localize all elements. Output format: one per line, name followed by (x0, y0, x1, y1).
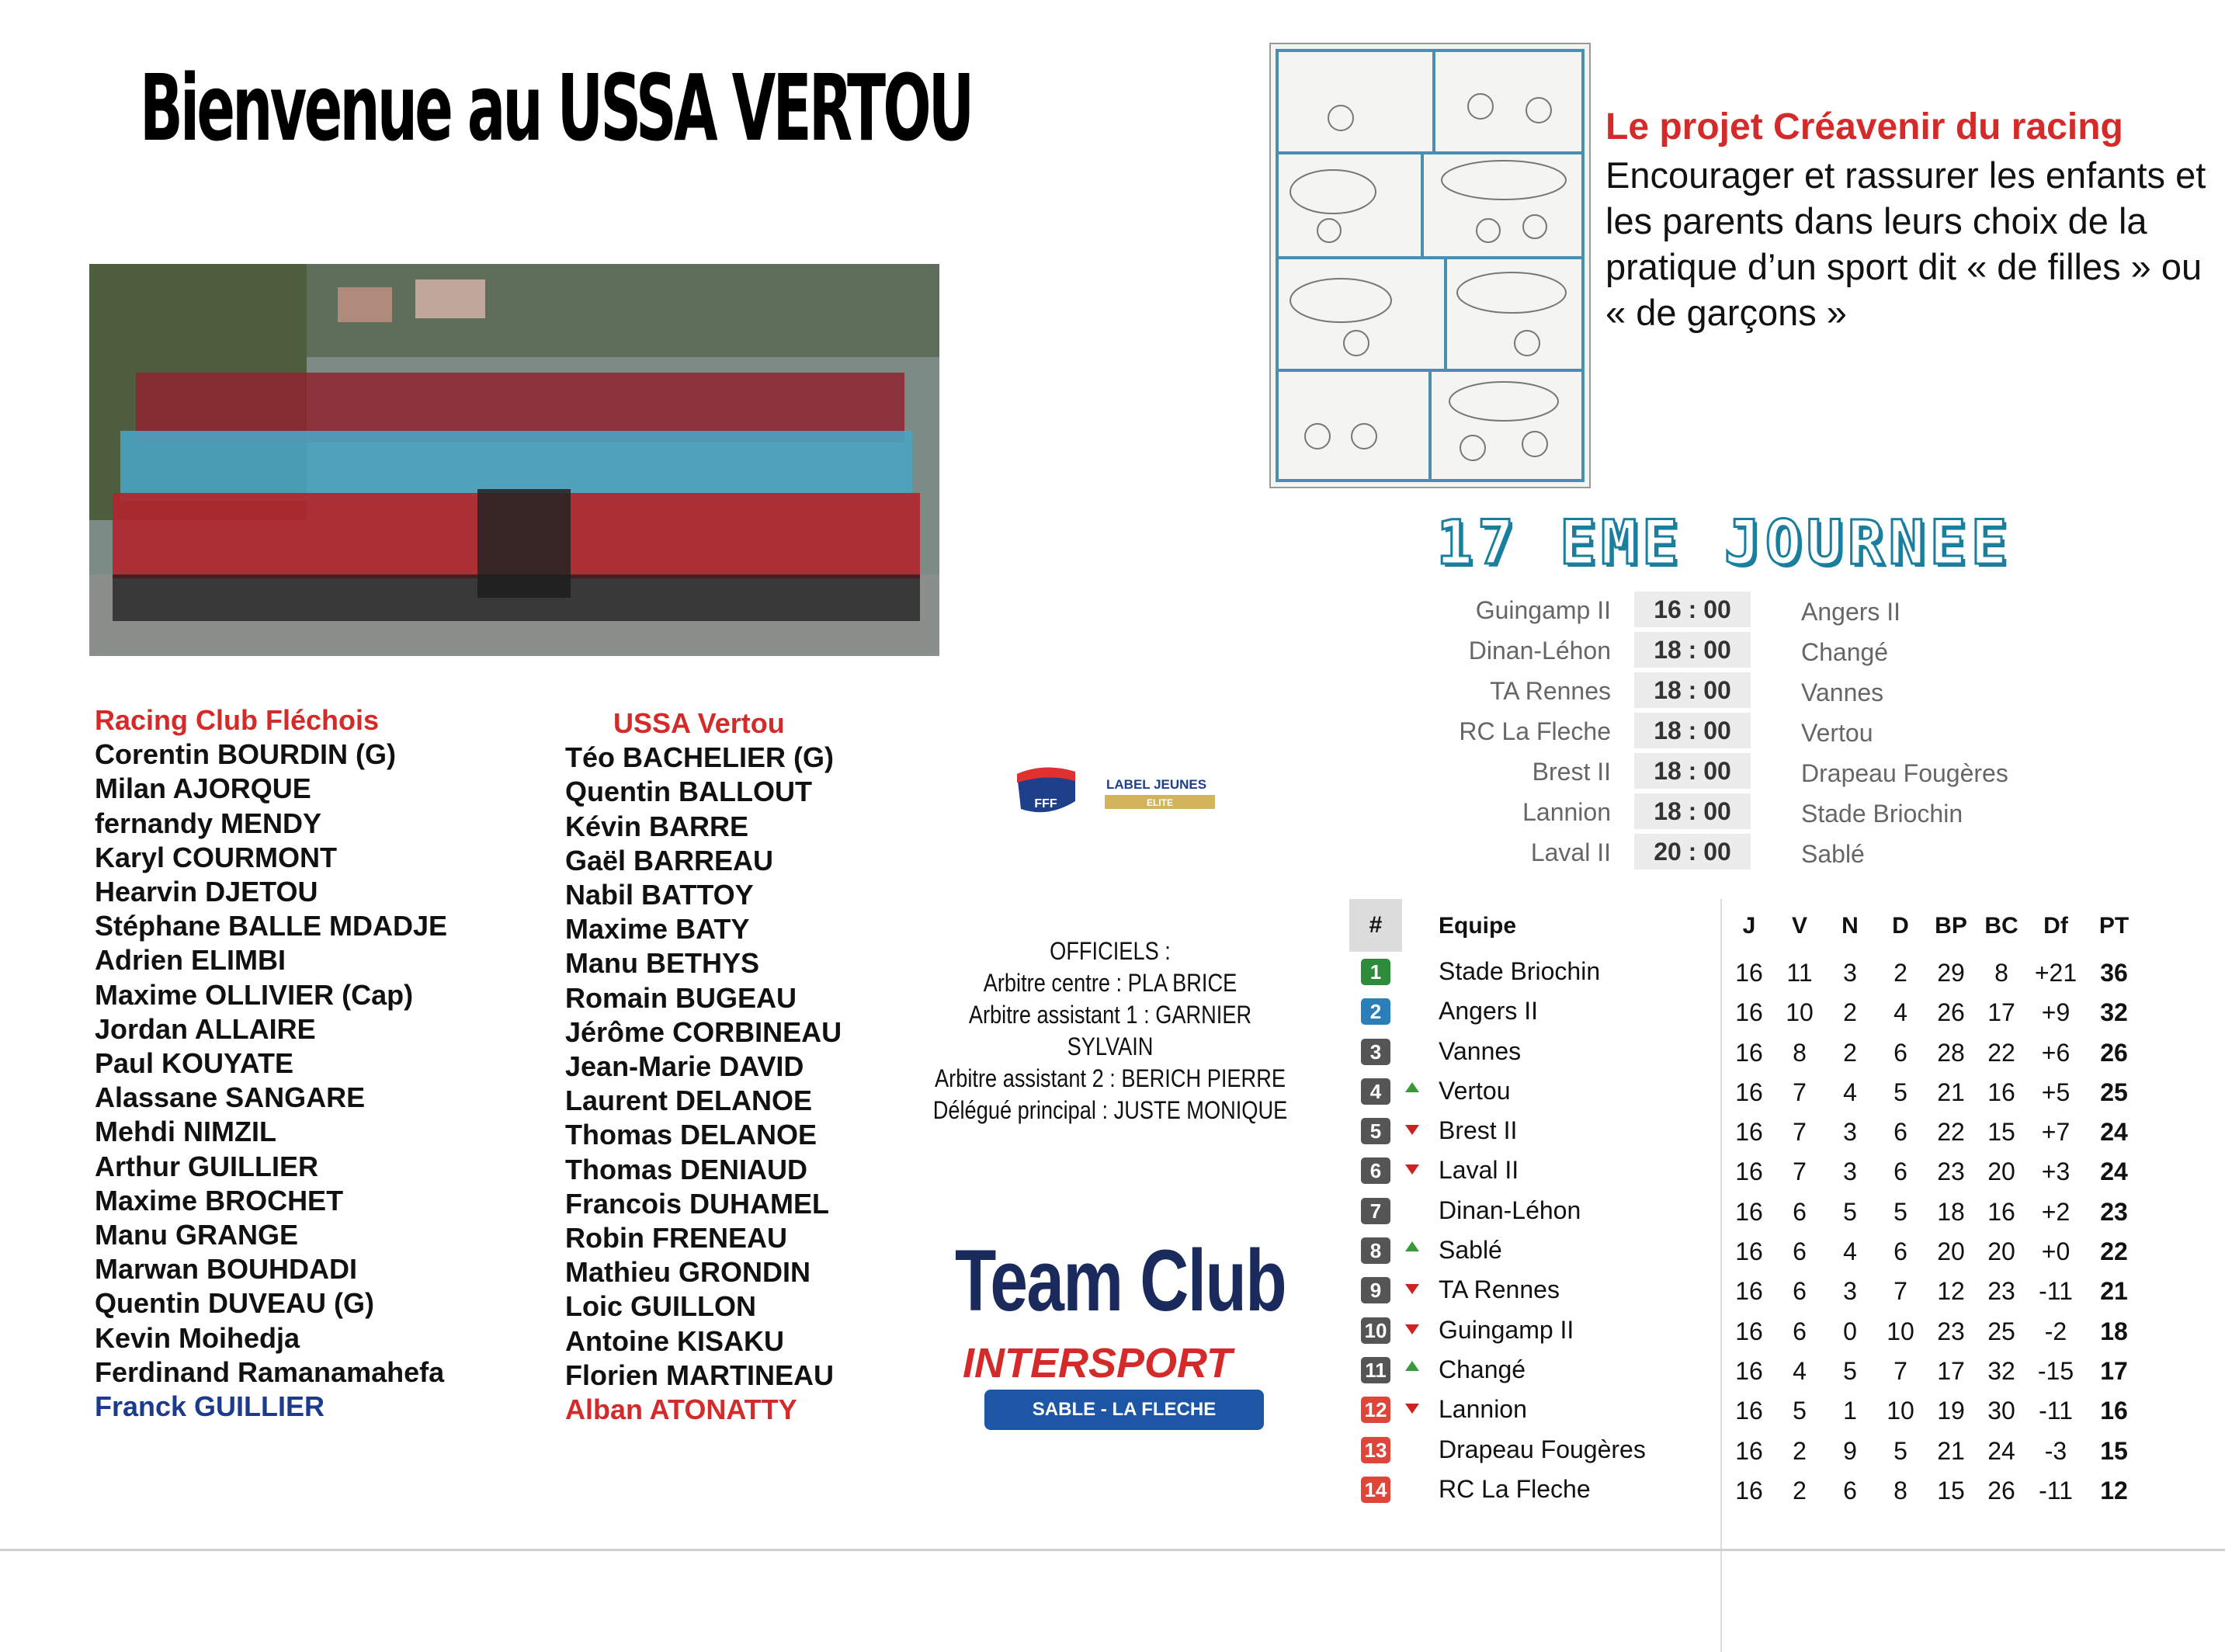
stat-d: 6 (1894, 1038, 1907, 1067)
standings-row (1349, 952, 2203, 991)
rank-badge: 6 (1361, 1157, 1390, 1184)
stat-pt: 25 (2100, 1078, 2128, 1106)
roster-ussa (565, 706, 842, 1427)
stat-n: 3 (1843, 1277, 1857, 1306)
sponsor-location: SABLE - LA FLECHE (984, 1390, 1264, 1430)
header-d: D (1892, 913, 1909, 939)
rank-badge: 3 (1361, 1039, 1390, 1065)
standings-row (1349, 1350, 2203, 1390)
stat-d: 7 (1894, 1356, 1907, 1385)
label-jeunes-logo (1013, 762, 1246, 821)
fixture-row (1444, 711, 2065, 751)
stat-df: +6 (2041, 1038, 2071, 1067)
team-name: Dinan-Léhon (1439, 1196, 1581, 1224)
page-title: Bienvenue au USSA VERTOU (140, 54, 972, 161)
standings-row (1349, 1310, 2203, 1350)
trend-up-icon (1405, 1361, 1419, 1371)
rank-badge: 12 (1361, 1397, 1390, 1423)
rank-badge: 14 (1361, 1477, 1390, 1503)
comic-illustration (1269, 43, 1591, 488)
stat-j: 16 (1735, 1317, 1763, 1345)
fixture-home: Lannion (1522, 798, 1611, 826)
stat-d: 2 (1894, 959, 1907, 987)
officials-block (925, 935, 1295, 1126)
player-name: Stéphane BALLE MDADJE (95, 910, 448, 942)
standings-row (1349, 1191, 2203, 1230)
rank-badge: 2 (1361, 998, 1390, 1025)
standings-header (1349, 899, 2203, 952)
stat-j: 16 (1735, 959, 1763, 987)
player-name: Quentin DUVEAU (G) (95, 1287, 374, 1320)
stat-n: 5 (1843, 1356, 1857, 1385)
stat-n: 3 (1843, 1157, 1857, 1186)
player-name: Karyl COURMONT (95, 841, 338, 873)
fixture-time: 18 : 00 (1634, 713, 1751, 748)
stat-d: 5 (1894, 1436, 1907, 1465)
sponsor-name: Team Club (955, 1232, 1286, 1329)
stat-bp: 19 (1937, 1397, 1965, 1425)
player-name: Jean-Marie DAVID (565, 1050, 804, 1083)
stat-bc: 23 (1987, 1277, 2015, 1306)
stat-df: +5 (2041, 1078, 2071, 1106)
stat-d: 7 (1894, 1277, 1907, 1306)
player-name: Maxime BATY (565, 913, 750, 946)
player-name: fernandy MENDY (95, 807, 322, 839)
player-name: Mehdi NIMZIL (95, 1116, 276, 1148)
stat-v: 2 (1793, 1476, 1807, 1504)
player-name: Marwan BOUHDADI (95, 1253, 358, 1286)
stat-d: 6 (1894, 1157, 1907, 1186)
stat-bc: 25 (1987, 1317, 2015, 1345)
project-description: Encourager et rassurer les enfants et les parents dans leurs choix de la pratique d’un sport dit « de filles » ou « de garçons » (1605, 154, 2206, 333)
stat-v: 4 (1793, 1356, 1807, 1385)
official-line: Arbitre assistant 2 : BERICH PIERRE (935, 1064, 1286, 1092)
player-name: Maxime BROCHET (95, 1184, 344, 1216)
stat-bc: 20 (1987, 1237, 2015, 1266)
fixture-row (1444, 671, 2065, 711)
player-name: Thomas DELANOE (565, 1119, 817, 1151)
stat-pt: 18 (2100, 1317, 2128, 1345)
officials-heading: OFFICIELS : (1050, 937, 1171, 965)
trend-down-icon (1405, 1164, 1419, 1175)
player-name: Gaël BARREAU (565, 844, 774, 876)
official-line: Délégué principal : JUSTE MONIQUE (932, 1096, 1288, 1124)
standings-row (1349, 991, 2203, 1031)
fixture-home: Laval II (1530, 838, 1611, 866)
stat-df: -2 (2044, 1317, 2067, 1345)
stat-pt: 15 (2100, 1436, 2128, 1465)
stat-bc: 16 (1987, 1078, 2015, 1106)
stat-n: 9 (1843, 1436, 1857, 1465)
stat-bp: 15 (1937, 1476, 1965, 1504)
fixture-home: RC La Fleche (1459, 717, 1611, 745)
fixture-row (1444, 590, 2065, 630)
stat-j: 16 (1735, 1118, 1763, 1147)
player-name: Quentin BALLOUT (565, 776, 812, 808)
fixture-time: 18 : 00 (1634, 793, 1751, 829)
stat-pt: 36 (2100, 959, 2128, 987)
stat-bc: 32 (1987, 1356, 2015, 1385)
standings-row (1349, 1470, 2203, 1509)
fixture-away: Changé (1801, 638, 1889, 666)
stat-v: 7 (1793, 1157, 1807, 1186)
stat-d: 5 (1894, 1197, 1907, 1226)
stat-n: 5 (1843, 1197, 1857, 1226)
player-name: Laurent DELANOE (565, 1085, 813, 1117)
stat-pt: 24 (2100, 1157, 2128, 1186)
stat-v: 6 (1793, 1317, 1807, 1345)
stat-bp: 28 (1937, 1038, 1965, 1067)
trend-up-icon (1405, 1241, 1419, 1251)
fixture-time: 18 : 00 (1634, 632, 1751, 668)
stat-v: 6 (1793, 1237, 1807, 1266)
stat-df: +7 (2041, 1118, 2071, 1147)
header-df: Df (2043, 913, 2068, 939)
fixture-home: Dinan-Léhon (1468, 637, 1611, 665)
rank-badge: 9 (1361, 1277, 1390, 1303)
stat-d: 6 (1894, 1237, 1907, 1266)
label-line2: ELITE (1146, 797, 1174, 808)
fixture-home: Brest II (1532, 758, 1611, 786)
player-name: Antoine KISAKU (565, 1324, 784, 1357)
rank-badge: 4 (1361, 1078, 1390, 1105)
team-name: Changé (1439, 1355, 1526, 1383)
stat-bp: 20 (1937, 1237, 1965, 1266)
standings-row (1349, 1111, 2203, 1150)
stat-d: 10 (1887, 1397, 1914, 1425)
player-name: Robin FRENEAU (565, 1222, 787, 1255)
official-line: Arbitre assistant 1 : GARNIER SYLVAIN (968, 1001, 1252, 1060)
stat-bc: 24 (1987, 1436, 2015, 1465)
fixture-row (1444, 832, 2065, 873)
stat-d: 8 (1894, 1476, 1907, 1504)
stat-n: 2 (1843, 1038, 1857, 1067)
player-name: Romain BUGEAU (565, 981, 797, 1014)
team-name: TA Rennes (1439, 1275, 1560, 1304)
fixture-row (1444, 751, 2065, 792)
header-v: V (1791, 913, 1807, 939)
journee-title: 17 EME JOURNEE (1436, 508, 2012, 578)
standings-row (1349, 1150, 2203, 1190)
rank-badge: 5 (1361, 1118, 1390, 1144)
stat-bc: 20 (1987, 1157, 2015, 1186)
player-name: Corentin BOURDIN (G) (95, 738, 396, 771)
stat-bp: 29 (1937, 959, 1965, 987)
stat-j: 16 (1735, 1277, 1763, 1306)
header-rank: # (1349, 899, 1402, 952)
stat-v: 8 (1793, 1038, 1807, 1067)
player-name: Jordan ALLAIRE (95, 1012, 316, 1045)
stat-df: -15 (2037, 1356, 2074, 1385)
stat-d: 10 (1887, 1317, 1914, 1345)
team-name: Lannion (1439, 1395, 1527, 1424)
stat-df: -11 (2039, 1277, 2073, 1306)
stat-n: 0 (1843, 1317, 1857, 1345)
stat-pt: 12 (2100, 1476, 2128, 1504)
stat-n: 4 (1843, 1078, 1857, 1106)
stat-df: -3 (2044, 1436, 2067, 1465)
header-bc: BC (1984, 913, 2018, 939)
official-line: Arbitre centre : PLA BRICE (983, 969, 1237, 997)
stat-v: 5 (1793, 1397, 1807, 1425)
player-name: Milan AJORQUE (95, 772, 311, 805)
stat-pt: 32 (2100, 998, 2128, 1027)
trend-down-icon (1405, 1125, 1419, 1135)
player-name: Thomas DENIAUD (565, 1153, 808, 1185)
stat-v: 7 (1793, 1078, 1807, 1106)
standings-row (1349, 1390, 2203, 1429)
roster-rcf (95, 703, 447, 1424)
stat-pt: 16 (2100, 1397, 2128, 1425)
stat-j: 16 (1735, 1197, 1763, 1226)
standings-table (1349, 899, 2203, 1509)
stat-pt: 21 (2100, 1277, 2128, 1306)
stat-bp: 23 (1937, 1317, 1965, 1345)
player-name: Francois DUHAMEL (565, 1187, 830, 1220)
stat-pt: 24 (2100, 1118, 2128, 1147)
stat-j: 16 (1735, 1356, 1763, 1385)
stat-j: 16 (1735, 998, 1763, 1027)
stat-j: 16 (1735, 1476, 1763, 1504)
stat-bp: 18 (1937, 1197, 1965, 1226)
trend-down-icon (1405, 1324, 1419, 1334)
stat-df: -11 (2039, 1397, 2073, 1425)
team-name: Sablé (1439, 1236, 1502, 1265)
fff-text: FFF (1034, 797, 1057, 810)
player-name: Florien MARTINEAU (565, 1359, 834, 1391)
rank-badge: 7 (1361, 1198, 1390, 1224)
player-name: Jérôme CORBINEAU (565, 1015, 842, 1048)
stat-v: 6 (1793, 1277, 1807, 1306)
trend-up-icon (1405, 1082, 1419, 1092)
player-name: Téo BACHELIER (G) (565, 741, 834, 774)
fixture-row (1444, 630, 2065, 671)
stat-j: 16 (1735, 1397, 1763, 1425)
stat-bp: 26 (1937, 998, 1965, 1027)
standings-row (1349, 1230, 2203, 1270)
coach-name: Franck GUILLIER (95, 1390, 325, 1423)
player-name: Maxime OLLIVIER (Cap) (95, 978, 414, 1011)
stat-bc: 15 (1987, 1118, 2015, 1147)
player-name: Adrien ELIMBI (95, 944, 286, 977)
player-name: Manu GRANGE (95, 1219, 299, 1251)
header-pt: PT (2098, 913, 2130, 939)
stat-df: +9 (2041, 998, 2071, 1027)
stat-df: +3 (2041, 1157, 2071, 1186)
player-name: Paul KOUYATE (95, 1047, 294, 1080)
fixture-away: Drapeau Fougères (1801, 759, 2008, 787)
stat-bc: 22 (1987, 1038, 2015, 1067)
player-name: Loic GUILLON (565, 1290, 756, 1323)
fixture-away: Vertou (1801, 719, 1873, 747)
stat-n: 3 (1843, 1118, 1857, 1147)
stat-v: 11 (1786, 959, 1813, 987)
player-name: Kévin BARRE (565, 810, 749, 842)
sponsor-brand: INTERSPORT (963, 1340, 1233, 1386)
team-name: Laval II (1439, 1156, 1519, 1185)
stat-pt: 17 (2100, 1356, 2128, 1385)
roster-title: USSA Vertou (613, 707, 785, 739)
team-name: Angers II (1439, 997, 1539, 1026)
stat-n: 4 (1843, 1237, 1857, 1266)
fixture-time: 20 : 00 (1634, 834, 1751, 869)
header-j: J (1742, 913, 1756, 939)
stat-v: 7 (1793, 1118, 1807, 1147)
team-name: Vannes (1439, 1036, 1522, 1065)
standings-row (1349, 1270, 2203, 1310)
fixture-time: 18 : 00 (1634, 672, 1751, 708)
stat-bp: 22 (1937, 1118, 1965, 1147)
header-team: Equipe (1439, 913, 1517, 939)
stat-bp: 17 (1937, 1356, 1965, 1385)
team-name: Brest II (1439, 1116, 1518, 1145)
rank-badge: 13 (1361, 1437, 1390, 1463)
rank-badge: 11 (1361, 1357, 1390, 1383)
roster-title: Racing Club Fléchois (95, 704, 380, 736)
team-name: Vertou (1439, 1076, 1511, 1105)
fixture-time: 18 : 00 (1634, 753, 1751, 789)
stat-n: 1 (1843, 1397, 1857, 1425)
player-name: Ferdinand Ramanamahefa (95, 1355, 445, 1388)
header-n: N (1841, 913, 1859, 939)
stat-bp: 23 (1937, 1157, 1965, 1186)
stat-df: +0 (2041, 1237, 2071, 1266)
stat-pt: 26 (2100, 1038, 2128, 1067)
player-name: Manu BETHYS (565, 947, 760, 980)
fixture-away: Stade Briochin (1801, 800, 1963, 828)
stat-df: -11 (2039, 1476, 2073, 1504)
player-name: Alassane SANGARE (95, 1081, 366, 1114)
stat-pt: 22 (2100, 1237, 2128, 1266)
stat-j: 16 (1735, 1436, 1763, 1465)
standings-row (1349, 1032, 2203, 1071)
trend-down-icon (1405, 1404, 1419, 1414)
coach-name: Alban ATONATTY (565, 1393, 797, 1426)
stat-bc: 17 (1987, 998, 2015, 1027)
team-name: Guingamp II (1439, 1315, 1574, 1344)
stat-d: 6 (1894, 1118, 1907, 1147)
player-name: Mathieu GRONDIN (565, 1256, 811, 1289)
stat-bc: 30 (1987, 1397, 2015, 1425)
standings-row (1349, 1430, 2203, 1470)
stat-bc: 26 (1987, 1476, 2015, 1504)
stat-j: 16 (1735, 1078, 1763, 1106)
team-name: Stade Briochin (1439, 957, 1601, 985)
header-bp: BP (1935, 913, 1967, 939)
stat-df: +2 (2041, 1197, 2071, 1226)
fixture-time: 16 : 00 (1634, 592, 1751, 627)
stat-bc: 16 (1987, 1197, 2015, 1226)
stat-n: 2 (1843, 998, 1857, 1027)
stat-j: 16 (1735, 1157, 1763, 1186)
fixture-row (1444, 792, 2065, 832)
fixture-away: Angers II (1801, 598, 1901, 626)
rank-badge: 8 (1361, 1237, 1390, 1264)
stat-n: 6 (1843, 1476, 1857, 1504)
stat-d: 5 (1894, 1078, 1907, 1106)
stat-v: 2 (1793, 1436, 1807, 1465)
stat-bc: 8 (1994, 959, 2008, 987)
team-name: Drapeau Fougères (1439, 1435, 1646, 1463)
stat-bp: 21 (1937, 1078, 1965, 1106)
label-line1: LABEL JEUNES (1106, 777, 1207, 792)
divider (0, 1549, 2225, 1551)
fixture-home: Guingamp II (1475, 596, 1611, 624)
rank-badge: 1 (1361, 959, 1390, 985)
standings-row (1349, 1071, 2203, 1111)
project-title: Le projet Créavenir du racing (1605, 106, 2123, 148)
player-name: Hearvin DJETOU (95, 876, 318, 908)
stat-bp: 12 (1937, 1277, 1965, 1306)
fixtures-list (1444, 590, 2065, 873)
team-name: RC La Fleche (1439, 1474, 1591, 1503)
player-name: Arthur GUILLIER (95, 1150, 318, 1182)
stat-v: 6 (1793, 1197, 1807, 1226)
stat-n: 3 (1843, 959, 1857, 987)
fixture-away: Sablé (1801, 840, 1865, 868)
stat-df: +21 (2034, 959, 2077, 987)
stat-j: 16 (1735, 1038, 1763, 1067)
stat-bp: 21 (1937, 1436, 1965, 1465)
trend-down-icon (1405, 1284, 1419, 1294)
stat-d: 4 (1894, 998, 1907, 1027)
stat-v: 10 (1786, 998, 1814, 1027)
team-photo (89, 264, 939, 656)
stat-pt: 23 (2100, 1197, 2128, 1226)
stat-j: 16 (1735, 1237, 1763, 1266)
fixture-home: TA Rennes (1490, 677, 1611, 705)
rank-badge: 10 (1361, 1317, 1390, 1344)
player-name: Kevin Moihedja (95, 1321, 300, 1354)
player-name: Nabil BATTOY (565, 879, 754, 911)
fixture-away: Vannes (1801, 678, 1884, 706)
